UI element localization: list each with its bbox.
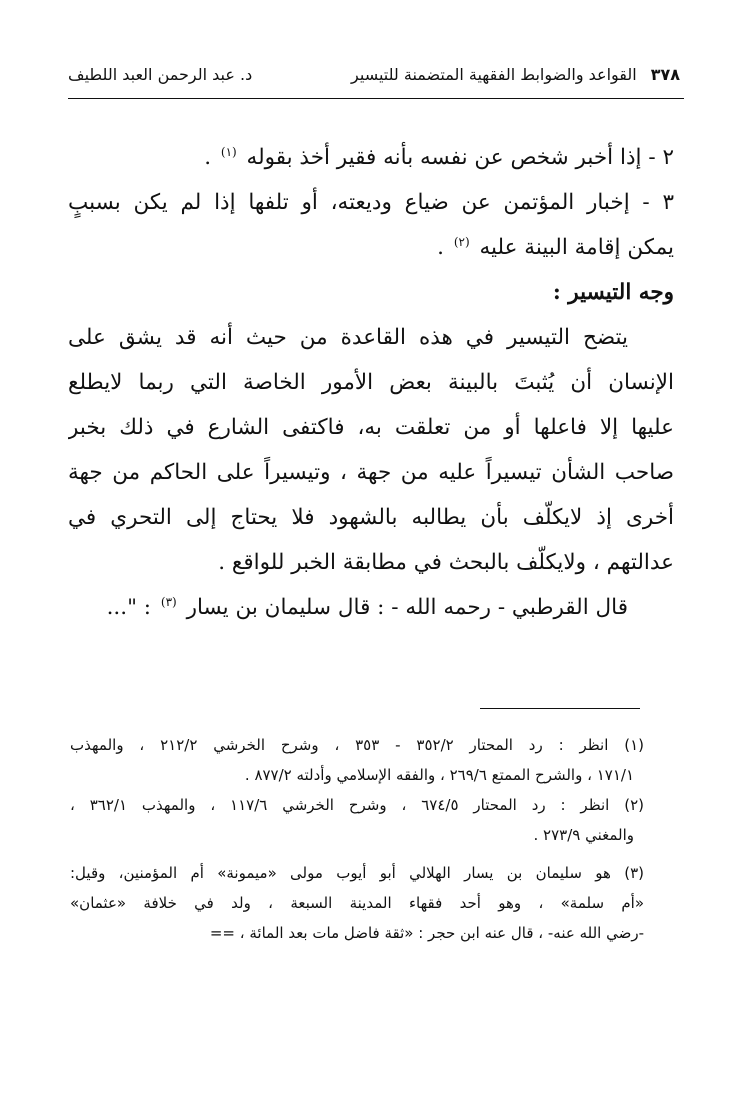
paragraph-line: صاحب الشأن تيسيراً عليه من جهة ، وتيسيراً على الحاكم من جهة (68, 460, 674, 485)
quote-line: قال القرطبي - رحمه الله - : قال سليمان بن يسار $^{(٣)}$ : "... (106, 594, 628, 620)
footnote-ref-1: (١) (220, 144, 237, 159)
running-header (68, 60, 680, 88)
paragraph-line: عدالتهم ، ولايكلّف بالبحث في مطابقة الخبر للواقع . (218, 550, 674, 575)
section-heading: وجه التيسير : (552, 280, 674, 305)
footnote-3-line: «أم سلمة» ، وهو أحد فقهاء المدينة السبعة ، ولد في خلافة «عثمان» (70, 894, 644, 912)
text-line-item-2: ٢ - إذا أخبر شخص عن نفسه بأنه فقير أخذ بقوله $^{(١)}$ . (204, 144, 674, 170)
paragraph-line: عليها إلا فاعلها أو من تعلقت به، فاكتفى الشارع في ذلك بخبر (68, 415, 674, 440)
footnote-separator (480, 708, 640, 709)
footnote-ref-3: (٣) (160, 594, 177, 609)
footnote-3-line: -رضي الله عنه- ، قال عنه ابن حجر : «ثقة فاضل مات بعد المائة ، == (209, 924, 644, 942)
footnote-ref-2: (٢) (453, 234, 470, 249)
paragraph-line: يتضح التيسير في هذه القاعدة من حيث أنه قد يشق على (68, 325, 628, 350)
footnotes (70, 730, 644, 948)
footnote-1-line: ١٧١/١ ، والشرح الممتع ٢٦٩/٦ ، والفقه الإسلامي وأدلته ٨٧٧/٢ . (244, 766, 634, 784)
paragraph-line: الإنسان أن يُثبتَ بالبينة بعض الأمور الخاصة التي ربما لايطلع (68, 370, 674, 395)
author-name: د. عبد الرحمن العبد اللطيف (68, 64, 253, 84)
header-rule (68, 98, 684, 99)
text-line-item-3-cont: يمكن إقامة البينة عليه $^{(٢)}$ . (437, 234, 674, 260)
footnote-2-line: والمغني ٢٧٣/٩ . (533, 826, 634, 844)
footnote-2-line: (٢) انظر : رد المحتار ٦٧٤/٥ ، وشرح الخرشي ١١٧/٦ ، والمهذب ٣٦٢/١ ، (70, 796, 644, 814)
page-number: ٣٧٨ (650, 64, 680, 84)
paragraph-line: أخرى إذ لايكلّف بأن يطالبه بالشهود فلا يحتاج إلى التحري في (68, 505, 674, 530)
main-text (68, 135, 674, 630)
footnote-3-line: (٣) هو سليمان بن يسار الهلالي أبو أيوب مولى «ميمونة» أم المؤمنين، وقيل: (70, 864, 644, 882)
footnote-gap (70, 850, 644, 858)
footnote-1-line: (١) انظر : رد المحتار ٣٥٢/٢ - ٣٥٣ ، وشرح الخرشي ٢١٢/٢ ، والمهذب (70, 736, 644, 754)
book-title: القواعد والضوابط الفقهية المتضمنة للتيسير (351, 64, 637, 84)
text-line-item-3: ٣ - إخبار المؤتمن عن ضياع وديعته، أو تلفها إذا لم يكن بسببٍ (68, 190, 674, 215)
